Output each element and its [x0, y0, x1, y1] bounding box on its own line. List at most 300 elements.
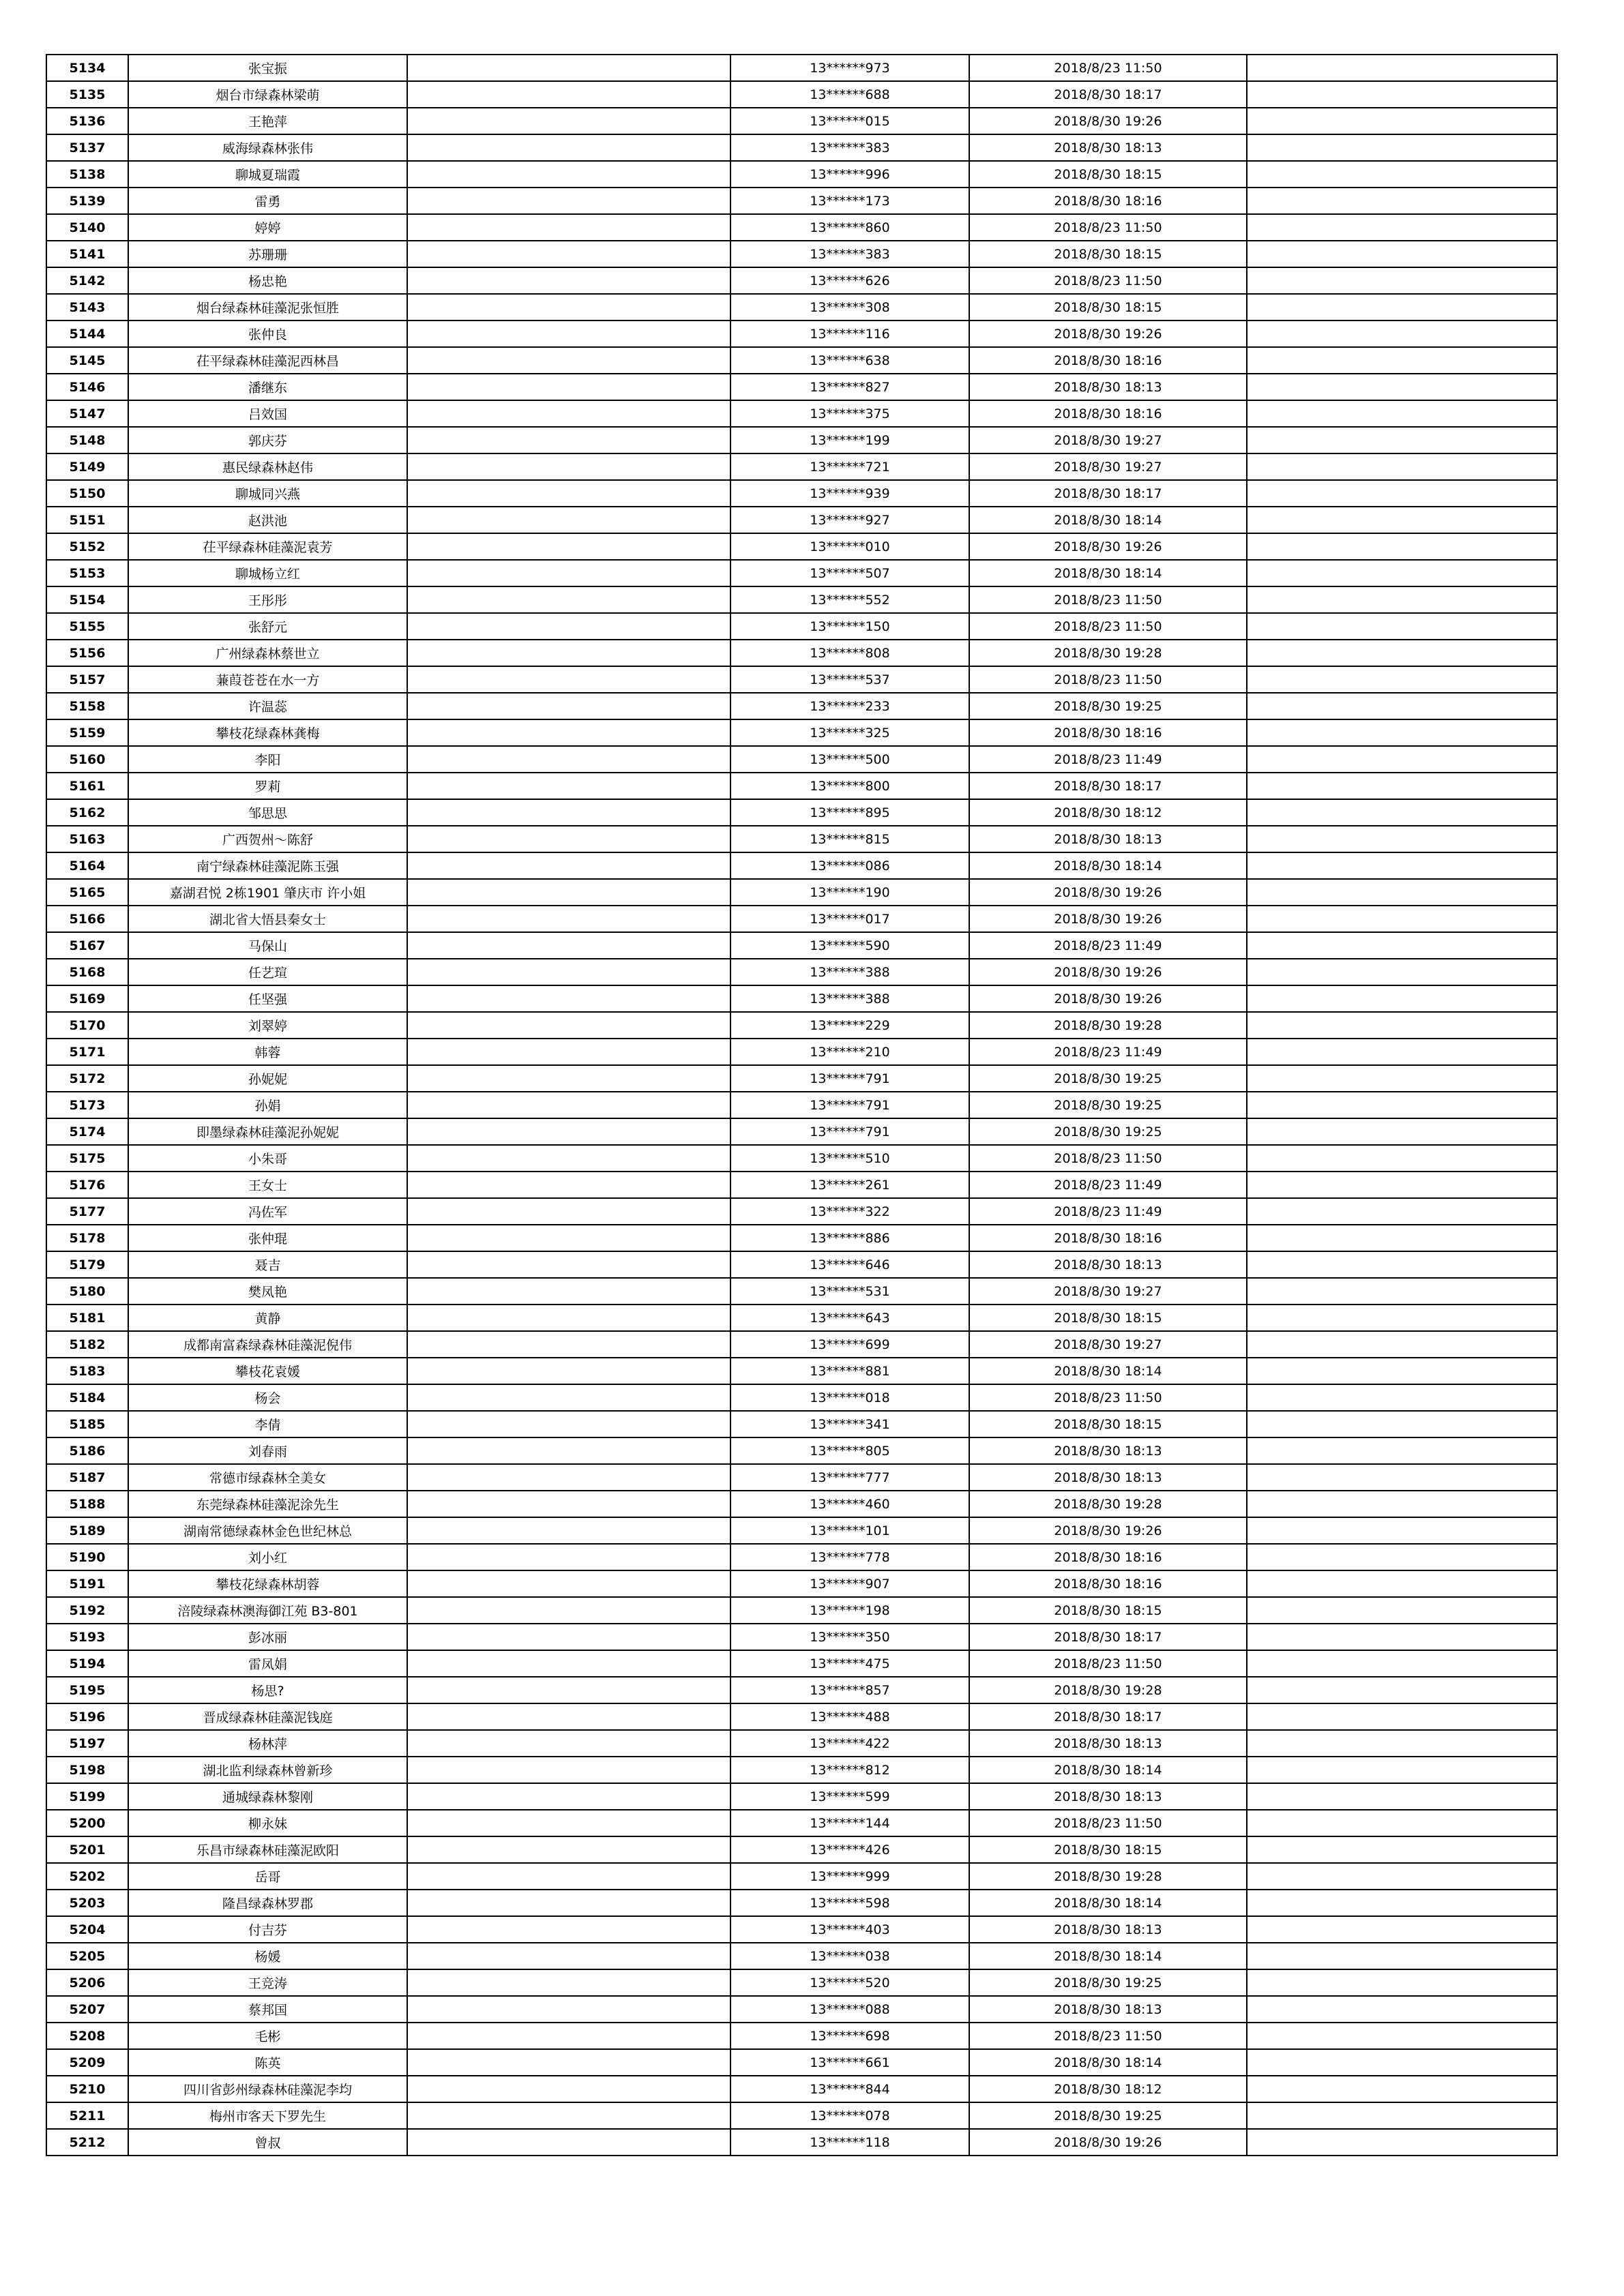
cell-time: 2018/8/30 19:25 — [969, 1969, 1247, 1996]
cell-note — [1247, 347, 1557, 374]
cell-id: 5185 — [46, 1411, 128, 1437]
cell-blank — [407, 1384, 730, 1411]
cell-name: 岳哥 — [128, 1863, 407, 1890]
cell-time: 2018/8/30 18:14 — [969, 1943, 1247, 1969]
cell-blank — [407, 1065, 730, 1092]
cell-id: 5147 — [46, 400, 128, 427]
cell-note — [1247, 1012, 1557, 1039]
cell-blank — [407, 294, 730, 320]
table-row — [46, 2102, 1557, 2129]
cell-phone: 13******383 — [730, 241, 969, 267]
cell-id: 5149 — [46, 453, 128, 480]
cell-time: 2018/8/23 11:50 — [969, 55, 1247, 81]
table-row — [46, 1118, 1557, 1145]
cell-name: 孙妮妮 — [128, 1065, 407, 1092]
cell-blank — [407, 374, 730, 400]
cell-blank — [407, 161, 730, 188]
cell-time: 2018/8/30 18:15 — [969, 1597, 1247, 1624]
cell-blank — [407, 932, 730, 959]
cell-time: 2018/8/30 18:13 — [969, 374, 1247, 400]
cell-time: 2018/8/30 19:25 — [969, 2102, 1247, 2129]
cell-note — [1247, 906, 1557, 932]
cell-note — [1247, 108, 1557, 134]
cell-name: 许温蕊 — [128, 693, 407, 719]
cell-name: 南宁绿森林硅藻泥陈玉强 — [128, 852, 407, 879]
cell-id: 5202 — [46, 1863, 128, 1890]
cell-blank — [407, 1225, 730, 1251]
cell-id: 5184 — [46, 1384, 128, 1411]
table-row — [46, 1544, 1557, 1570]
table-row — [46, 267, 1557, 294]
cell-id: 5188 — [46, 1491, 128, 1517]
cell-blank — [407, 2129, 730, 2156]
table-row — [46, 906, 1557, 932]
table-row — [46, 480, 1557, 507]
cell-name: 吕效国 — [128, 400, 407, 427]
cell-blank — [407, 453, 730, 480]
cell-note — [1247, 1198, 1557, 1225]
cell-time: 2018/8/23 11:50 — [969, 666, 1247, 693]
cell-time: 2018/8/23 11:49 — [969, 1039, 1247, 1065]
cell-blank — [407, 1863, 730, 1890]
cell-phone: 13******844 — [730, 2076, 969, 2102]
cell-blank — [407, 1012, 730, 1039]
cell-time: 2018/8/30 18:17 — [969, 81, 1247, 108]
cell-id: 5164 — [46, 852, 128, 879]
cell-phone: 13******426 — [730, 1836, 969, 1863]
table-row — [46, 852, 1557, 879]
cell-time: 2018/8/23 11:49 — [969, 932, 1247, 959]
cell-note — [1247, 1331, 1557, 1358]
cell-note — [1247, 1544, 1557, 1570]
cell-name: 张舒元 — [128, 613, 407, 640]
cell-blank — [407, 959, 730, 985]
cell-id: 5158 — [46, 693, 128, 719]
table-row — [46, 1358, 1557, 1384]
cell-blank — [407, 267, 730, 294]
cell-time: 2018/8/30 19:25 — [969, 693, 1247, 719]
cell-id: 5146 — [46, 374, 128, 400]
cell-blank — [407, 188, 730, 214]
cell-note — [1247, 374, 1557, 400]
cell-name: 东莞绿森林硅藻泥涂先生 — [128, 1491, 407, 1517]
cell-note — [1247, 1703, 1557, 1730]
cell-phone: 13******086 — [730, 852, 969, 879]
cell-id: 5177 — [46, 1198, 128, 1225]
cell-note — [1247, 1092, 1557, 1118]
cell-blank — [407, 427, 730, 453]
cell-time: 2018/8/30 18:15 — [969, 1836, 1247, 1863]
cell-name: 马保山 — [128, 932, 407, 959]
cell-time: 2018/8/30 19:26 — [969, 2129, 1247, 2156]
cell-blank — [407, 1943, 730, 1969]
cell-time: 2018/8/30 18:16 — [969, 1570, 1247, 1597]
cell-note — [1247, 826, 1557, 852]
table-row — [46, 879, 1557, 906]
cell-time: 2018/8/30 19:27 — [969, 427, 1247, 453]
table-row — [46, 1092, 1557, 1118]
table-row — [46, 1943, 1557, 1969]
cell-phone: 13******199 — [730, 427, 969, 453]
cell-time: 2018/8/30 18:14 — [969, 1890, 1247, 1916]
cell-time: 2018/8/23 11:50 — [969, 267, 1247, 294]
cell-note — [1247, 161, 1557, 188]
cell-time: 2018/8/30 18:16 — [969, 1544, 1247, 1570]
cell-note — [1247, 799, 1557, 826]
cell-time: 2018/8/30 18:16 — [969, 1225, 1247, 1251]
cell-time: 2018/8/30 19:26 — [969, 906, 1247, 932]
cell-blank — [407, 1916, 730, 1943]
cell-name: 王艳萍 — [128, 108, 407, 134]
cell-id: 5197 — [46, 1730, 128, 1757]
cell-phone: 13******688 — [730, 81, 969, 108]
cell-id: 5150 — [46, 480, 128, 507]
cell-blank — [407, 1570, 730, 1597]
cell-id: 5212 — [46, 2129, 128, 2156]
cell-phone: 13******552 — [730, 586, 969, 613]
table-row — [46, 799, 1557, 826]
cell-time: 2018/8/30 19:26 — [969, 1517, 1247, 1544]
table-row — [46, 81, 1557, 108]
cell-time: 2018/8/30 18:15 — [969, 1411, 1247, 1437]
cell-blank — [407, 799, 730, 826]
cell-time: 2018/8/30 18:17 — [969, 480, 1247, 507]
cell-id: 5161 — [46, 773, 128, 799]
table-row — [46, 188, 1557, 214]
cell-id: 5166 — [46, 906, 128, 932]
cell-id: 5174 — [46, 1118, 128, 1145]
cell-blank — [407, 1544, 730, 1570]
cell-name: 张宝振 — [128, 55, 407, 81]
cell-note — [1247, 1225, 1557, 1251]
cell-phone: 13******537 — [730, 666, 969, 693]
cell-note — [1247, 2102, 1557, 2129]
table-row — [46, 134, 1557, 161]
cell-blank — [407, 666, 730, 693]
cell-blank — [407, 1969, 730, 1996]
cell-name: 王竞涛 — [128, 1969, 407, 1996]
table-row — [46, 985, 1557, 1012]
cell-name: 陈英 — [128, 2049, 407, 2076]
cell-time: 2018/8/23 11:50 — [969, 1650, 1247, 1677]
cell-blank — [407, 214, 730, 241]
cell-note — [1247, 666, 1557, 693]
cell-phone: 13******721 — [730, 453, 969, 480]
cell-note — [1247, 320, 1557, 347]
cell-name: 王彤彤 — [128, 586, 407, 613]
table-row — [46, 2049, 1557, 2076]
cell-name: 聊城同兴燕 — [128, 480, 407, 507]
cell-id: 5160 — [46, 746, 128, 773]
cell-time: 2018/8/30 19:27 — [969, 1278, 1247, 1304]
cell-time: 2018/8/23 11:50 — [969, 214, 1247, 241]
cell-name: 梅州市客天下罗先生 — [128, 2102, 407, 2129]
cell-id: 5173 — [46, 1092, 128, 1118]
cell-id: 5143 — [46, 294, 128, 320]
cell-blank — [407, 1251, 730, 1278]
cell-phone: 13******590 — [730, 932, 969, 959]
cell-id: 5193 — [46, 1624, 128, 1650]
cell-id: 5211 — [46, 2102, 128, 2129]
cell-note — [1247, 1464, 1557, 1491]
cell-id: 5181 — [46, 1304, 128, 1331]
table-row — [46, 533, 1557, 560]
cell-note — [1247, 1597, 1557, 1624]
cell-time: 2018/8/30 18:13 — [969, 1464, 1247, 1491]
table-row — [46, 1198, 1557, 1225]
cell-phone: 13******808 — [730, 640, 969, 666]
cell-id: 5200 — [46, 1810, 128, 1836]
cell-id: 5192 — [46, 1597, 128, 1624]
cell-id: 5179 — [46, 1251, 128, 1278]
cell-note — [1247, 1916, 1557, 1943]
cell-note — [1247, 1810, 1557, 1836]
cell-blank — [407, 1757, 730, 1783]
cell-name: 小朱哥 — [128, 1145, 407, 1172]
cell-name: 蔡邦国 — [128, 1996, 407, 2023]
cell-id: 5170 — [46, 1012, 128, 1039]
cell-name: 湖南常德绿森林金色世纪林总 — [128, 1517, 407, 1544]
cell-id: 5187 — [46, 1464, 128, 1491]
cell-blank — [407, 400, 730, 427]
table-row — [46, 1730, 1557, 1757]
cell-id: 5148 — [46, 427, 128, 453]
cell-note — [1247, 1836, 1557, 1863]
cell-name: 广西贺州～陈舒 — [128, 826, 407, 852]
cell-name: 湖北省大悟县秦女士 — [128, 906, 407, 932]
table-row — [46, 214, 1557, 241]
cell-blank — [407, 693, 730, 719]
cell-phone: 13******325 — [730, 719, 969, 746]
table-row — [46, 507, 1557, 533]
cell-time: 2018/8/30 18:14 — [969, 1358, 1247, 1384]
cell-note — [1247, 241, 1557, 267]
cell-name: 赵洪池 — [128, 507, 407, 533]
cell-phone: 13******791 — [730, 1065, 969, 1092]
table-row — [46, 1251, 1557, 1278]
cell-note — [1247, 773, 1557, 799]
table-row — [46, 1225, 1557, 1251]
table-row — [46, 1437, 1557, 1464]
cell-id: 5210 — [46, 2076, 128, 2102]
cell-name: 杨媛 — [128, 1943, 407, 1969]
cell-id: 5201 — [46, 1836, 128, 1863]
cell-blank — [407, 241, 730, 267]
cell-note — [1247, 693, 1557, 719]
cell-phone: 13******403 — [730, 1916, 969, 1943]
cell-name: 韩蓉 — [128, 1039, 407, 1065]
cell-id: 5195 — [46, 1677, 128, 1703]
cell-id: 5189 — [46, 1517, 128, 1544]
table-row — [46, 746, 1557, 773]
cell-id: 5180 — [46, 1278, 128, 1304]
cell-phone: 13******778 — [730, 1544, 969, 1570]
table-row — [46, 1783, 1557, 1810]
cell-note — [1247, 1491, 1557, 1517]
cell-time: 2018/8/30 18:13 — [969, 134, 1247, 161]
cell-id: 5196 — [46, 1703, 128, 1730]
table-row — [46, 1491, 1557, 1517]
cell-time: 2018/8/23 11:49 — [969, 1198, 1247, 1225]
table-row — [46, 2023, 1557, 2049]
cell-id: 5152 — [46, 533, 128, 560]
cell-note — [1247, 188, 1557, 214]
cell-name: 常德市绿森林全美女 — [128, 1464, 407, 1491]
cell-name: 李倩 — [128, 1411, 407, 1437]
cell-note — [1247, 640, 1557, 666]
cell-phone: 13******815 — [730, 826, 969, 852]
cell-id: 5169 — [46, 985, 128, 1012]
cell-id: 5163 — [46, 826, 128, 852]
cell-blank — [407, 1703, 730, 1730]
cell-name: 杨林萍 — [128, 1730, 407, 1757]
table-row — [46, 1464, 1557, 1491]
cell-id: 5144 — [46, 320, 128, 347]
table-row — [46, 1331, 1557, 1358]
cell-blank — [407, 560, 730, 586]
cell-note — [1247, 2129, 1557, 2156]
cell-time: 2018/8/30 18:12 — [969, 799, 1247, 826]
cell-name: 柳永妹 — [128, 1810, 407, 1836]
cell-note — [1247, 879, 1557, 906]
cell-blank — [407, 773, 730, 799]
cell-phone: 13******999 — [730, 1863, 969, 1890]
cell-phone: 13******144 — [730, 1810, 969, 1836]
table-row — [46, 586, 1557, 613]
cell-note — [1247, 1517, 1557, 1544]
table-row — [46, 374, 1557, 400]
cell-note — [1247, 507, 1557, 533]
cell-name: 攀枝花袁媛 — [128, 1358, 407, 1384]
cell-note — [1247, 427, 1557, 453]
cell-id: 5134 — [46, 55, 128, 81]
cell-note — [1247, 1677, 1557, 1703]
cell-blank — [407, 1464, 730, 1491]
cell-phone: 13******907 — [730, 1570, 969, 1597]
cell-time: 2018/8/23 11:50 — [969, 1384, 1247, 1411]
table-row — [46, 1517, 1557, 1544]
cell-phone: 13******078 — [730, 2102, 969, 2129]
cell-id: 5165 — [46, 879, 128, 906]
cell-blank — [407, 826, 730, 852]
table-row — [46, 2129, 1557, 2156]
cell-note — [1247, 2023, 1557, 2049]
cell-note — [1247, 1251, 1557, 1278]
cell-id: 5142 — [46, 267, 128, 294]
cell-time: 2018/8/30 19:25 — [969, 1092, 1247, 1118]
cell-time: 2018/8/30 18:15 — [969, 1304, 1247, 1331]
cell-time: 2018/8/30 18:12 — [969, 2076, 1247, 2102]
cell-note — [1247, 1730, 1557, 1757]
cell-phone: 13******261 — [730, 1172, 969, 1198]
cell-blank — [407, 1890, 730, 1916]
cell-id: 5205 — [46, 1943, 128, 1969]
cell-time: 2018/8/30 18:14 — [969, 1757, 1247, 1783]
cell-time: 2018/8/23 11:49 — [969, 746, 1247, 773]
cell-name: 邹思思 — [128, 799, 407, 826]
cell-blank — [407, 55, 730, 81]
cell-name: 四川省彭州绿森林硅藻泥李均 — [128, 2076, 407, 2102]
cell-name: 聊城夏瑞霞 — [128, 161, 407, 188]
cell-time: 2018/8/30 19:26 — [969, 533, 1247, 560]
cell-note — [1247, 1039, 1557, 1065]
cell-phone: 13******661 — [730, 2049, 969, 2076]
cell-phone: 13******927 — [730, 507, 969, 533]
cell-blank — [407, 347, 730, 374]
cell-time: 2018/8/30 19:26 — [969, 108, 1247, 134]
cell-blank — [407, 1145, 730, 1172]
cell-note — [1247, 1943, 1557, 1969]
cell-blank — [407, 2076, 730, 2102]
cell-name: 湖北监利绿森林曾新珍 — [128, 1757, 407, 1783]
cell-blank — [407, 613, 730, 640]
cell-phone: 13******210 — [730, 1039, 969, 1065]
cell-note — [1247, 1757, 1557, 1783]
cell-phone: 13******018 — [730, 1384, 969, 1411]
cell-id: 5194 — [46, 1650, 128, 1677]
cell-note — [1247, 1863, 1557, 1890]
cell-time: 2018/8/30 19:28 — [969, 1491, 1247, 1517]
table-row — [46, 613, 1557, 640]
cell-note — [1247, 294, 1557, 320]
cell-phone: 13******881 — [730, 1358, 969, 1384]
table-row — [46, 1570, 1557, 1597]
cell-name: 郭庆芬 — [128, 427, 407, 453]
cell-blank — [407, 640, 730, 666]
cell-note — [1247, 1570, 1557, 1597]
cell-time: 2018/8/30 18:13 — [969, 1730, 1247, 1757]
cell-time: 2018/8/30 19:25 — [969, 1118, 1247, 1145]
table-row — [46, 108, 1557, 134]
cell-phone: 13******010 — [730, 533, 969, 560]
cell-time: 2018/8/30 19:28 — [969, 640, 1247, 666]
table-row — [46, 826, 1557, 852]
cell-time: 2018/8/23 11:50 — [969, 2023, 1247, 2049]
cell-blank — [407, 1624, 730, 1650]
cell-name: 涪陵绿森林澳海御江苑 B3-801 — [128, 1597, 407, 1624]
data-table — [46, 54, 1558, 2156]
cell-note — [1247, 1437, 1557, 1464]
cell-time: 2018/8/30 19:28 — [969, 1012, 1247, 1039]
cell-blank — [407, 134, 730, 161]
table-row — [46, 241, 1557, 267]
cell-id: 5171 — [46, 1039, 128, 1065]
cell-note — [1247, 1890, 1557, 1916]
cell-phone: 13******375 — [730, 400, 969, 427]
cell-name: 乐昌市绿森林硅藻泥欧阳 — [128, 1836, 407, 1863]
cell-time: 2018/8/30 19:26 — [969, 985, 1247, 1012]
cell-time: 2018/8/30 18:17 — [969, 773, 1247, 799]
cell-name: 王女士 — [128, 1172, 407, 1198]
cell-note — [1247, 1304, 1557, 1331]
cell-phone: 13******341 — [730, 1411, 969, 1437]
cell-time: 2018/8/30 19:28 — [969, 1677, 1247, 1703]
table-row — [46, 1890, 1557, 1916]
table-row — [46, 1969, 1557, 1996]
cell-phone: 13******322 — [730, 1198, 969, 1225]
cell-blank — [407, 2102, 730, 2129]
cell-blank — [407, 1677, 730, 1703]
table-row — [46, 55, 1557, 81]
cell-id: 5204 — [46, 1916, 128, 1943]
cell-time: 2018/8/30 18:17 — [969, 1624, 1247, 1650]
cell-blank — [407, 1172, 730, 1198]
cell-name: 通城绿森林黎刚 — [128, 1783, 407, 1810]
table-row — [46, 1065, 1557, 1092]
cell-phone: 13******598 — [730, 1890, 969, 1916]
cell-name: 孙娟 — [128, 1092, 407, 1118]
table-row — [46, 1278, 1557, 1304]
